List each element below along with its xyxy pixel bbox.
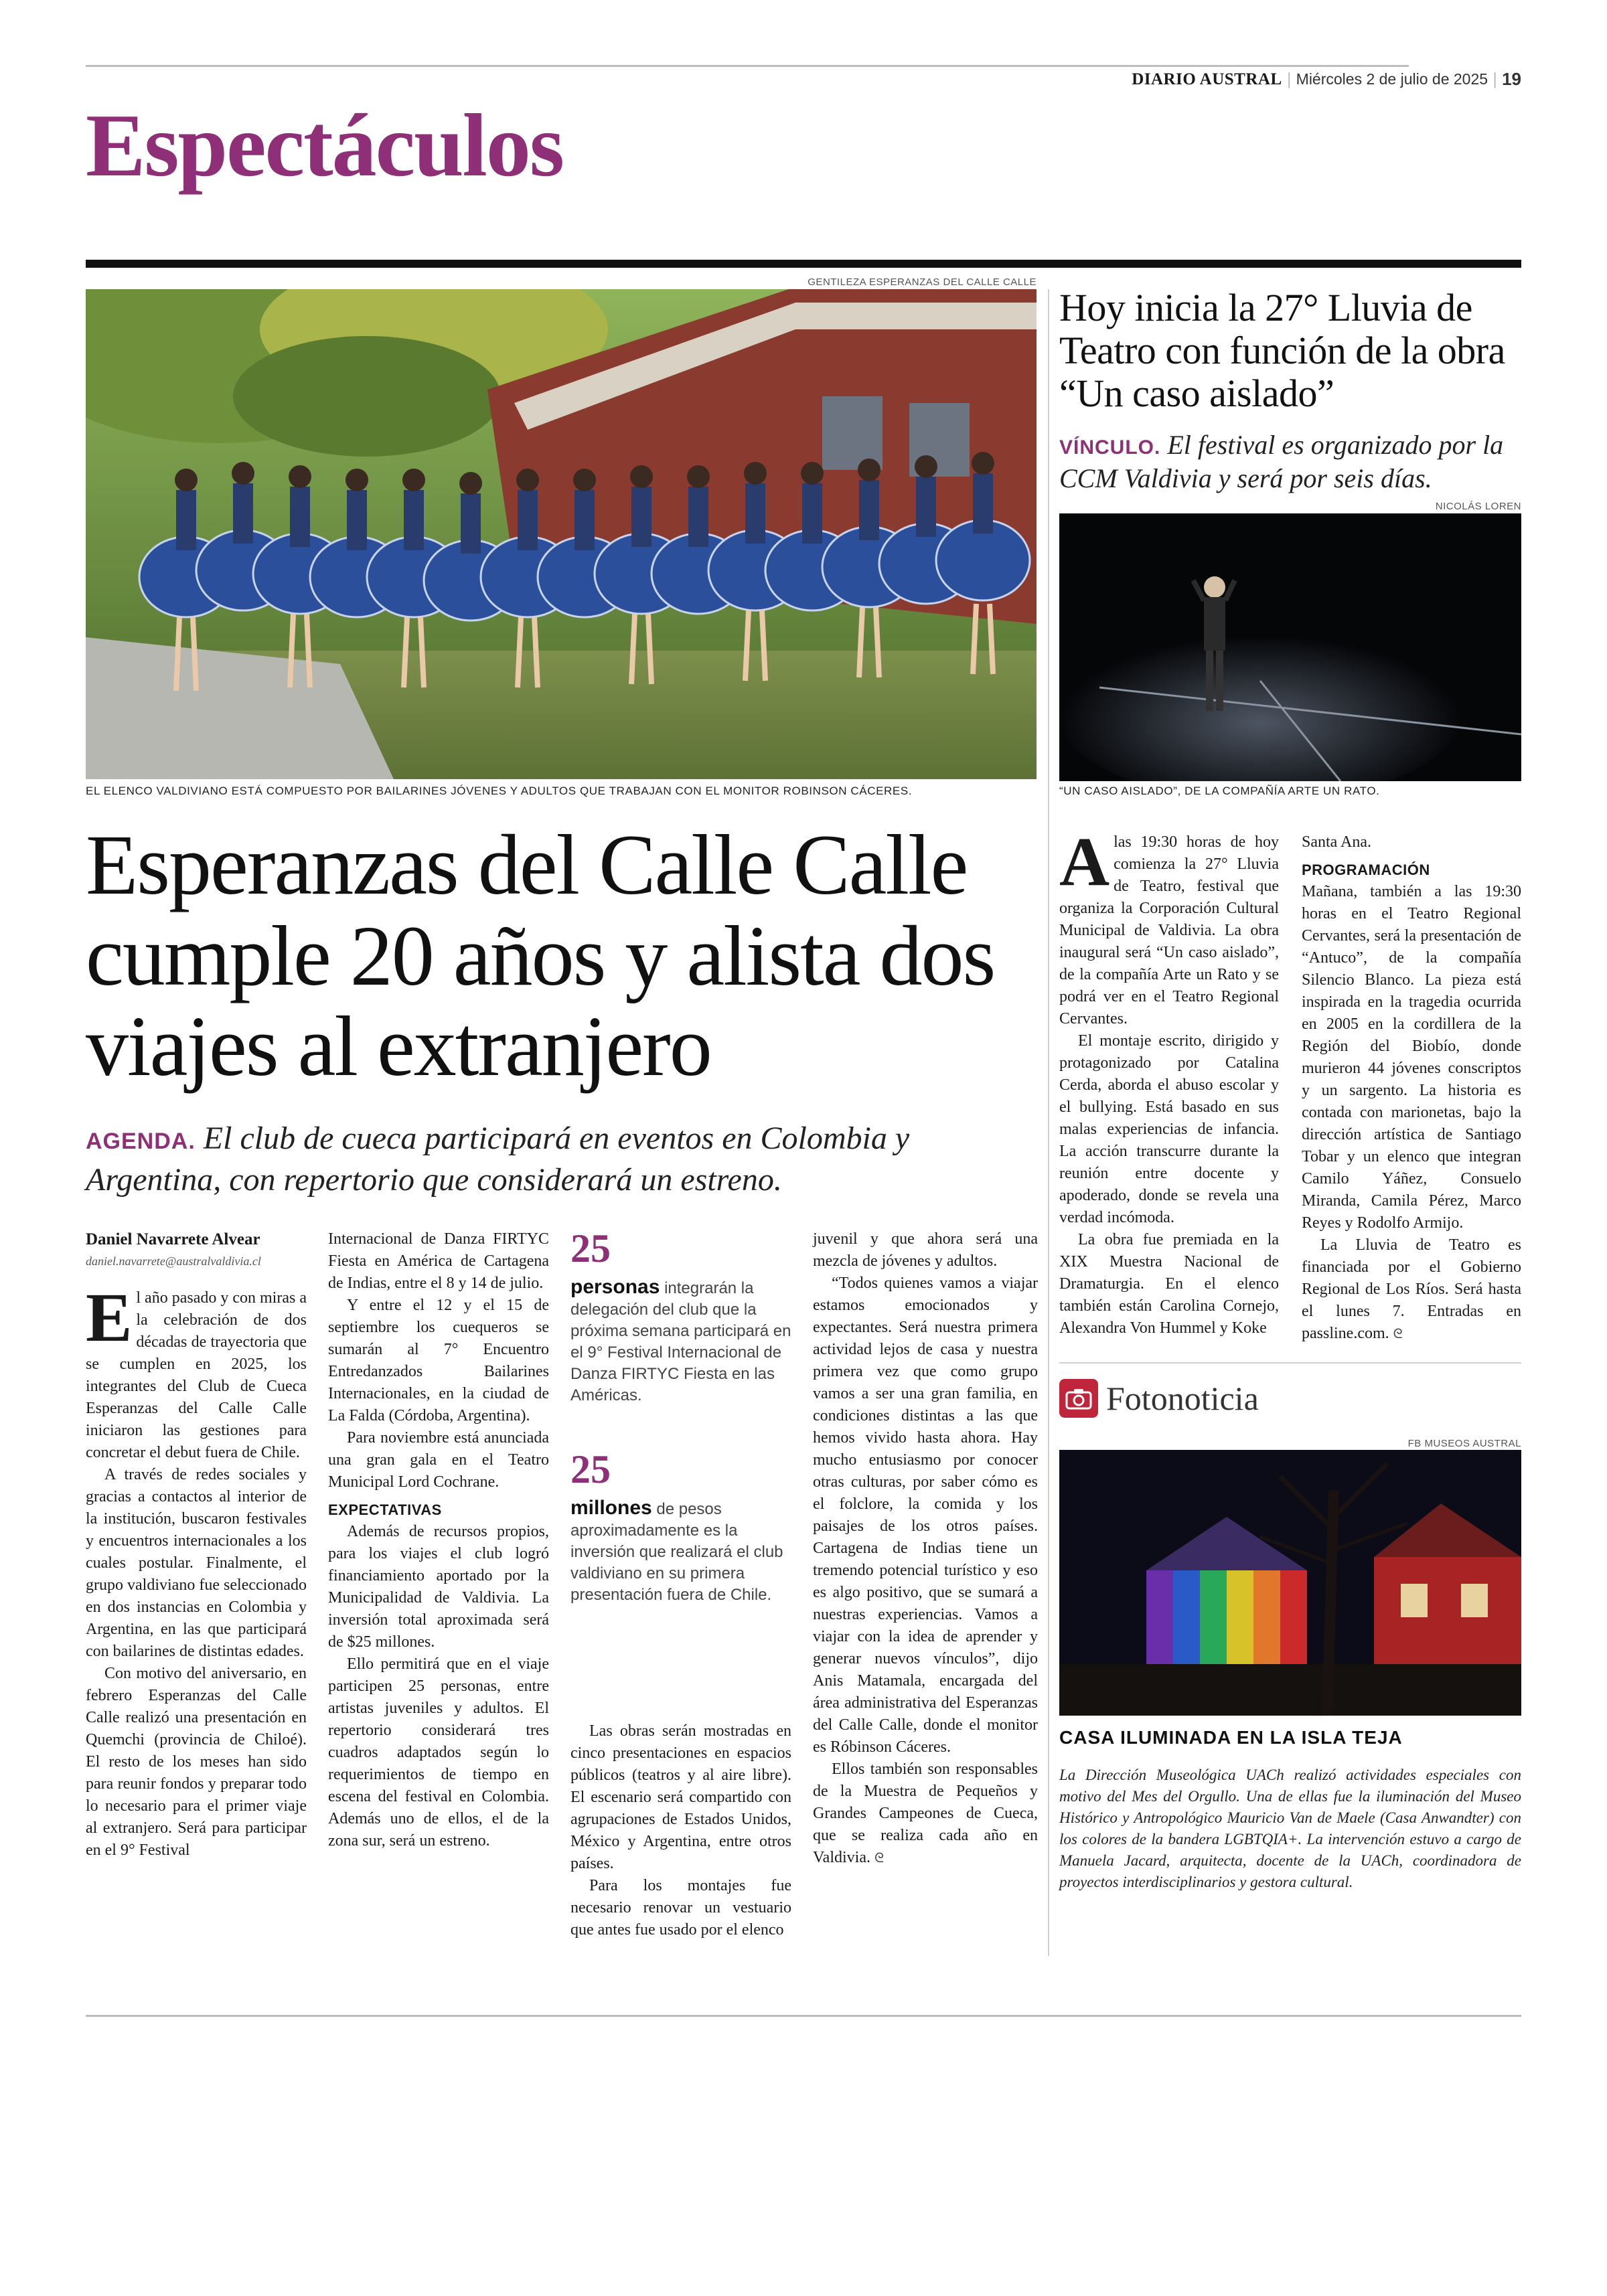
side-dek <box>1059 428 1528 495</box>
fotonoticia-text: La Dirección Museológica UACh realizó actividades especiales con motivo del Mes del Orgullo. Una de ellas fue la iluminación del Museo Histórico y Antropológico Mauricio Van de Maele (Casa Anwandter) con los colores de la bandera LGBTQIA+. La intervención estuvo a cargo de Manuela Jacard, arquitecta, docente de la UACh, coordinadora de proyectos interdisciplinarios y gestora cultural. <box>1059 1767 1521 1890</box>
main-photo-credit: GENTILEZA ESPERANZAS DEL CALLE CALLE <box>808 276 1037 288</box>
newspaper-name: DIARIO AUSTRAL <box>1132 70 1282 88</box>
fact-number: 25 <box>570 1447 611 1491</box>
main-dek <box>86 1118 1050 1202</box>
fotonoticia-title: CASA ILUMINADA EN LA ISLA TEJA <box>1059 1727 1403 1748</box>
section-title: Espectáculos <box>86 96 563 195</box>
end-mark-icon: ᘓ <box>874 1850 885 1866</box>
fotonoticia-label: Fotonoticia <box>1106 1380 1259 1417</box>
main-dek-text: El club de cueca participará en eventos en Colombia y Argentina, con repertorio que considerará un estreno. <box>86 1121 910 1198</box>
fact-box-millones: 25 millones de pesos aproximadamente es la inversión que realizará el club valdiviano en su primera presentación fuera de Chile. <box>570 1449 791 1606</box>
issue-date: Miércoles 2 de julio de 2025 <box>1296 70 1488 88</box>
byline: Daniel Navarrete Alvear <box>86 1230 260 1248</box>
fotonoticia-rule <box>1059 1362 1521 1364</box>
section-rule <box>86 260 1521 268</box>
side-column-2: Santa Ana. PROGRAMACIÓN Mañana, también a las 19:30 horas en el Teatro Regional Cervantes, será la presentación de “Antuco”, de la compañía Silencio Blanco. La pieza está inspirada en la tragedia ocurrida en 2005 en la cordillera de la Región del Biobío, donde murieron 44 jóvenes conscriptos y un sargento. La historia es contada con marionetas, bajo la dirección artística de Santiago Tobar y un elenco que integran Camilo Yáñez, Consuelo Miranda, Camila Pérez, Marco Reyes y Rodolfo Armijo. La Lluvia de Teatro es financiada por el Gobierno Regional de Los Ríos. Será hasta el lunes 7. Entradas en passline.com. ᘓ <box>1302 833 1521 1342</box>
side-photo-caption: “UN CASO AISLADO”, DE LA COMPAÑÍA ARTE UN RATO. <box>1059 785 1380 797</box>
main-dek-tag: AGENDA. <box>86 1129 196 1154</box>
main-column-1: Daniel Navarrete Alvear daniel.navarrete@australvaldivia.cl El año pasado y con miras a la celebración de dos décadas de trayectoria que se cumplen en 2025, los integrantes del Club de Cueca Esperanzas del Calle Calle iniciaron las gestiones para concretar el debut fuera de Chile. A través de redes sociales y gracias a contactos al interior de la institución, buscaron festivales y encuentros internacionales a los cuales postular. Finalmente, el grupo valdiviano fue seleccionado en dos instancias en Colombia y Argentina, en las que participará con bailarines de distintas edades. Con motivo del aniversario, en febrero Esperanzas del Calle Calle realizó una presentación en Quemchi (provincia de Chiloé). El resto de los meses han sido para reunir fondos y preparar todo lo necesario para el primer viaje al extranjero. Será para participar en el 9° Festival <box>86 1228 307 1862</box>
side-photo-credit: NICOLÁS LOREN <box>1435 501 1521 512</box>
dropcap: E <box>86 1279 133 1356</box>
camera-icon <box>1059 1379 1098 1418</box>
column-divider <box>1048 289 1049 1956</box>
end-mark-icon: ᘓ <box>1393 1325 1403 1341</box>
fact-number: 25 <box>570 1226 611 1270</box>
side-photo-actress <box>1059 513 1521 781</box>
subhead-programacion: PROGRAMACIÓN <box>1302 862 1430 878</box>
foto-credit: FB MUSEOS AUSTRAL <box>1407 1438 1521 1449</box>
main-headline: Esperanzas del Calle Calle cumple 20 años y alista dos viajes al extranjero <box>86 817 995 1094</box>
page-number: 19 <box>1502 69 1521 89</box>
side-dek-text: El festival es organizado por la CCM Valdivia y será por seis días. <box>1059 430 1504 493</box>
fotonoticia-photo-house <box>1059 1450 1521 1716</box>
bottom-rule <box>86 2015 1521 2017</box>
main-column-4: juvenil y que ahora será una mezcla de jóvenes y adultos. “Todos quienes vamos a viajar estamos emocionados y expectantes. Será nuestra primera actividad lejos de casa y nuestra primera vez que como grupo vamos a ser una gran familia, en condiciones distintas a las que hemos vivido hasta ahora. Hay mucho entusiasmo por conocer otras culturas, por saber cómo es el folclore, la comida y los paisajes de los otros países. Cartagena de Indias tiene un tremendo potencial turístico y eso es algo positivo, que se sumará a nuestras experiencias. Vamos a viajar con la idea de aprender y generar nuevos vínculos”, dijo Anis Matamala, encargada del área administrativa del Esperanzas del Calle Calle, donde el monitor es Róbinson Cáceres. Ellos también son responsables de la Muestra de Pequeños y Grandes Campeones de Cueca, que se realiza cada año en Valdivia. ᘓ <box>813 1230 1038 1866</box>
main-column-2: Internacional de Danza FIRTYC Fiesta en América de Cartagena de Indias, entre el 8 y 14 de julio. Y entre el 12 y el 15 de septiembre los cuequeros se sumarán al 7° Encuentro Entredanzados Bailarines Internacionales, en la ciudad de La Falda (Córdoba, Argentina). Para noviembre está anunciada una gran gala en el Teatro Municipal Lord Cochrane. EXPECTATIVAS Además de recursos propios, para los viajes el club logró financiamiento aportado por la Municipalidad de Valdivia. La inversión total aproximada será de $25 millones. Ello permitirá que en el viaje participen 25 personas, entre artistas juveniles y adultos. El repertorio considerará tres cuadros adaptados según lo requerimientos de tiempo en escena del festival en Colombia. Además uno de ellos, el de la zona sur, será un estreno. <box>328 1230 549 1850</box>
fact-box-personas: 25 personas integrarán la delegación del club que la próxima semana participará en el 9° Festival Internacional de Danza FIRTYC Fiesta en las Américas. <box>570 1226 791 1404</box>
dropcap: A <box>1059 823 1110 900</box>
side-column-1: Alas 19:30 horas de hoy comienza la 27° Lluvia de Teatro, festival que organiza la Corporación Cultural Municipal de Valdivia. La obra inaugural será “Un caso aislado”, de la compañía Arte un Rato y se podrá ver en el Teatro Regional Cervantes. El montaje escrito, dirigido y protagonizado por Catalina Cerda, aborda el abuso escolar y el bullying. Está basado en sus malas experiencias de infancia. La acción transcurre durante la reunión entre docente y apoderado, donde se revela una verdad incómoda. La obra fue premiada en la XIX Muestra Nacional de Dramaturgia. En el elenco también están Carolina Cornejo, Alexandra Von Hummel y Koke <box>1059 823 1279 1337</box>
main-photo-dancers <box>86 289 1037 779</box>
main-column-3: Las obras serán mostradas en cinco presentaciones en espacios públicos (teatros y al aire libre). El escenario será compartido con agrupaciones de Estados Unidos, México y Argentina, entre otros países. Para los montajes fue necesario renovar un vestuario que antes fue usado por el elenco <box>570 1722 791 1939</box>
subhead-expectativas: EXPECTATIVAS <box>328 1501 442 1518</box>
fotonoticia-header <box>1059 1379 1259 1418</box>
main-photo-caption: EL ELENCO VALDIVIANO ESTÁ COMPUESTO POR BAILARINES JÓVENES Y ADULTOS QUE TRABAJAN CON EL MONITOR ROBINSON CÁCERES. <box>86 785 913 797</box>
author-email[interactable]: daniel.navarrete@australvaldivia.cl <box>86 1254 261 1268</box>
side-headline: Hoy inicia la 27° Lluvia de Teatro con función de la obra “Un caso aislado” <box>1059 286 1505 415</box>
side-dek-tag: VÍNCULO. <box>1059 436 1161 459</box>
top-rule <box>86 65 1409 67</box>
running-header: DIARIO AUSTRAL | Miércoles 2 de julio de 2025 | 19 <box>1132 69 1521 89</box>
